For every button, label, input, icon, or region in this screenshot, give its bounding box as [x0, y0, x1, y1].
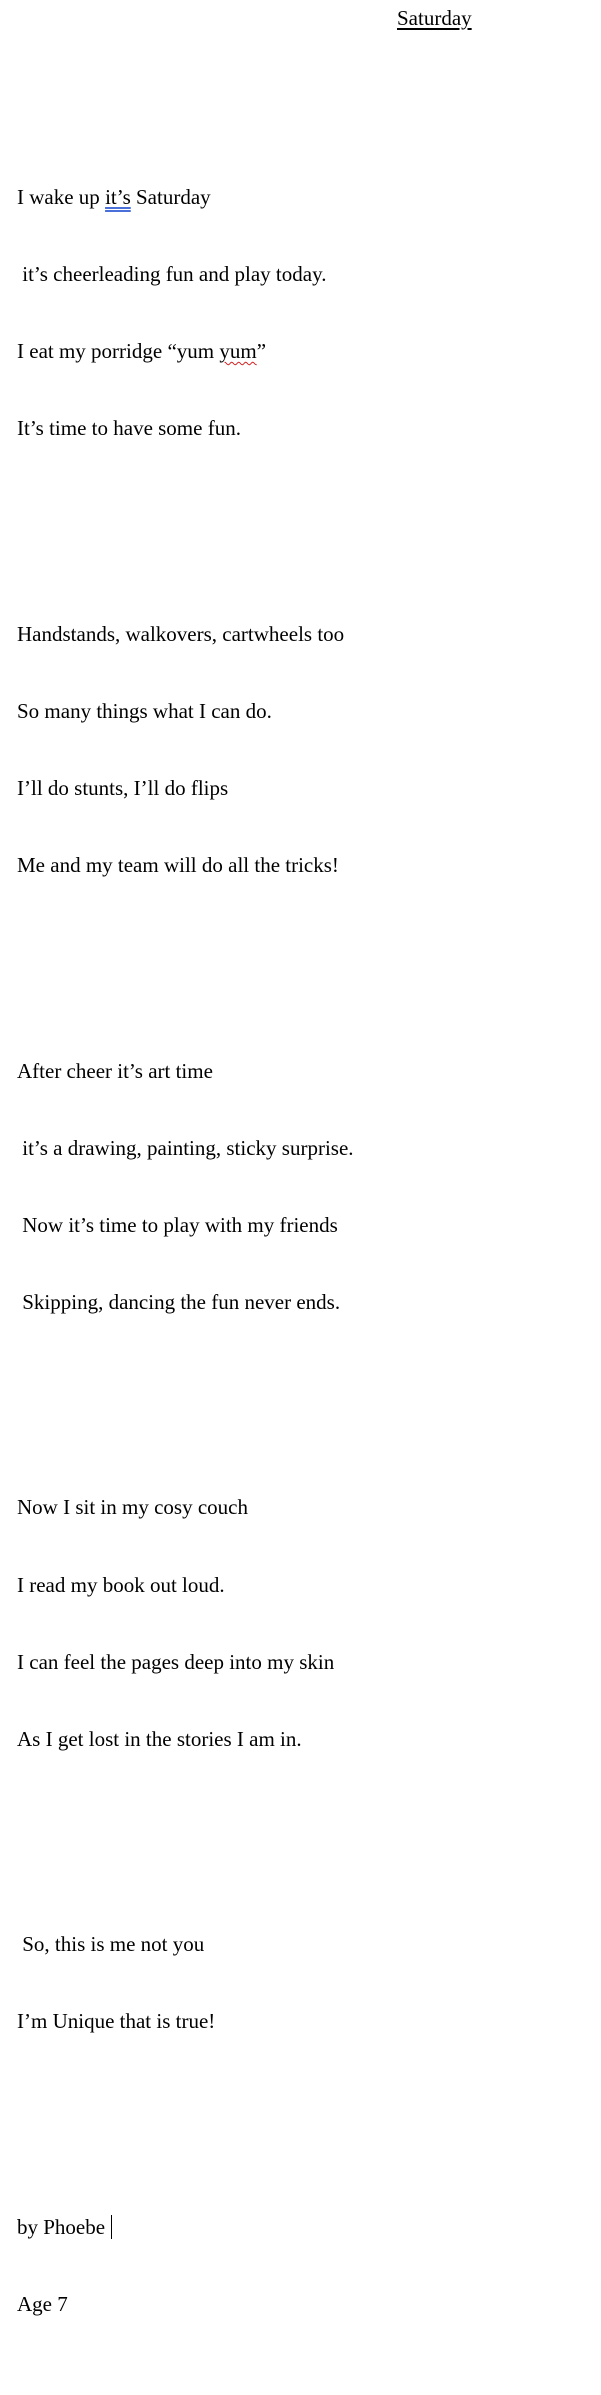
poem-line: I’ll do stunts, I’ll do flips: [17, 775, 229, 800]
poem-line: After cheer it’s art time: [17, 1058, 213, 1083]
poem-line: As I get lost in the stories I am in.: [17, 1726, 302, 1751]
author-byline: [17, 2215, 354, 2241]
grammar-flagged-word[interactable]: it’s: [105, 184, 131, 209]
blank-line: [17, 1804, 354, 1830]
author-age: Age 7: [17, 2292, 68, 2317]
poem-line: I eat my porridge “yum yum”: [17, 339, 267, 363]
blank-line: [17, 2087, 354, 2113]
poem-line: So, this is me not you: [17, 1932, 205, 1957]
blank-line: [17, 930, 354, 956]
poem-line: Me and my team will do all the tricks!: [17, 852, 339, 877]
poem-line: it’s cheerleading fun and play today.: [17, 261, 327, 286]
blank-line: [17, 1367, 354, 1393]
poem-line: Handstands, walkovers, cartwheels too: [17, 621, 345, 646]
poem-line: it’s a drawing, painting, sticky surprise.: [17, 1135, 354, 1160]
poem-body[interactable]: [17, 82, 354, 2395]
spelling-flagged-word[interactable]: yum: [219, 339, 257, 363]
poem-line: Now it’s time to play with my friends: [17, 1212, 338, 1237]
page-title: Saturday: [397, 6, 472, 30]
author-byline-text: by Phoebe: [17, 2215, 106, 2239]
poem-line: I wake up it’s Saturday: [17, 184, 211, 209]
poem-line: I can feel the pages deep into my skin: [17, 1649, 335, 1674]
text-cursor: [111, 2215, 112, 2239]
poem-line: I’m Unique that is true!: [17, 2009, 216, 2034]
poem-line: It’s time to have some fun.: [17, 416, 241, 441]
poem-line: So many things what I can do.: [17, 698, 272, 723]
poem-line: I read my book out loud.: [17, 1572, 225, 1597]
blank-line: [17, 493, 354, 519]
poem-line: Skipping, dancing the fun never ends.: [17, 1289, 341, 1314]
poem-line: Now I sit in my cosy couch: [17, 1495, 248, 1520]
